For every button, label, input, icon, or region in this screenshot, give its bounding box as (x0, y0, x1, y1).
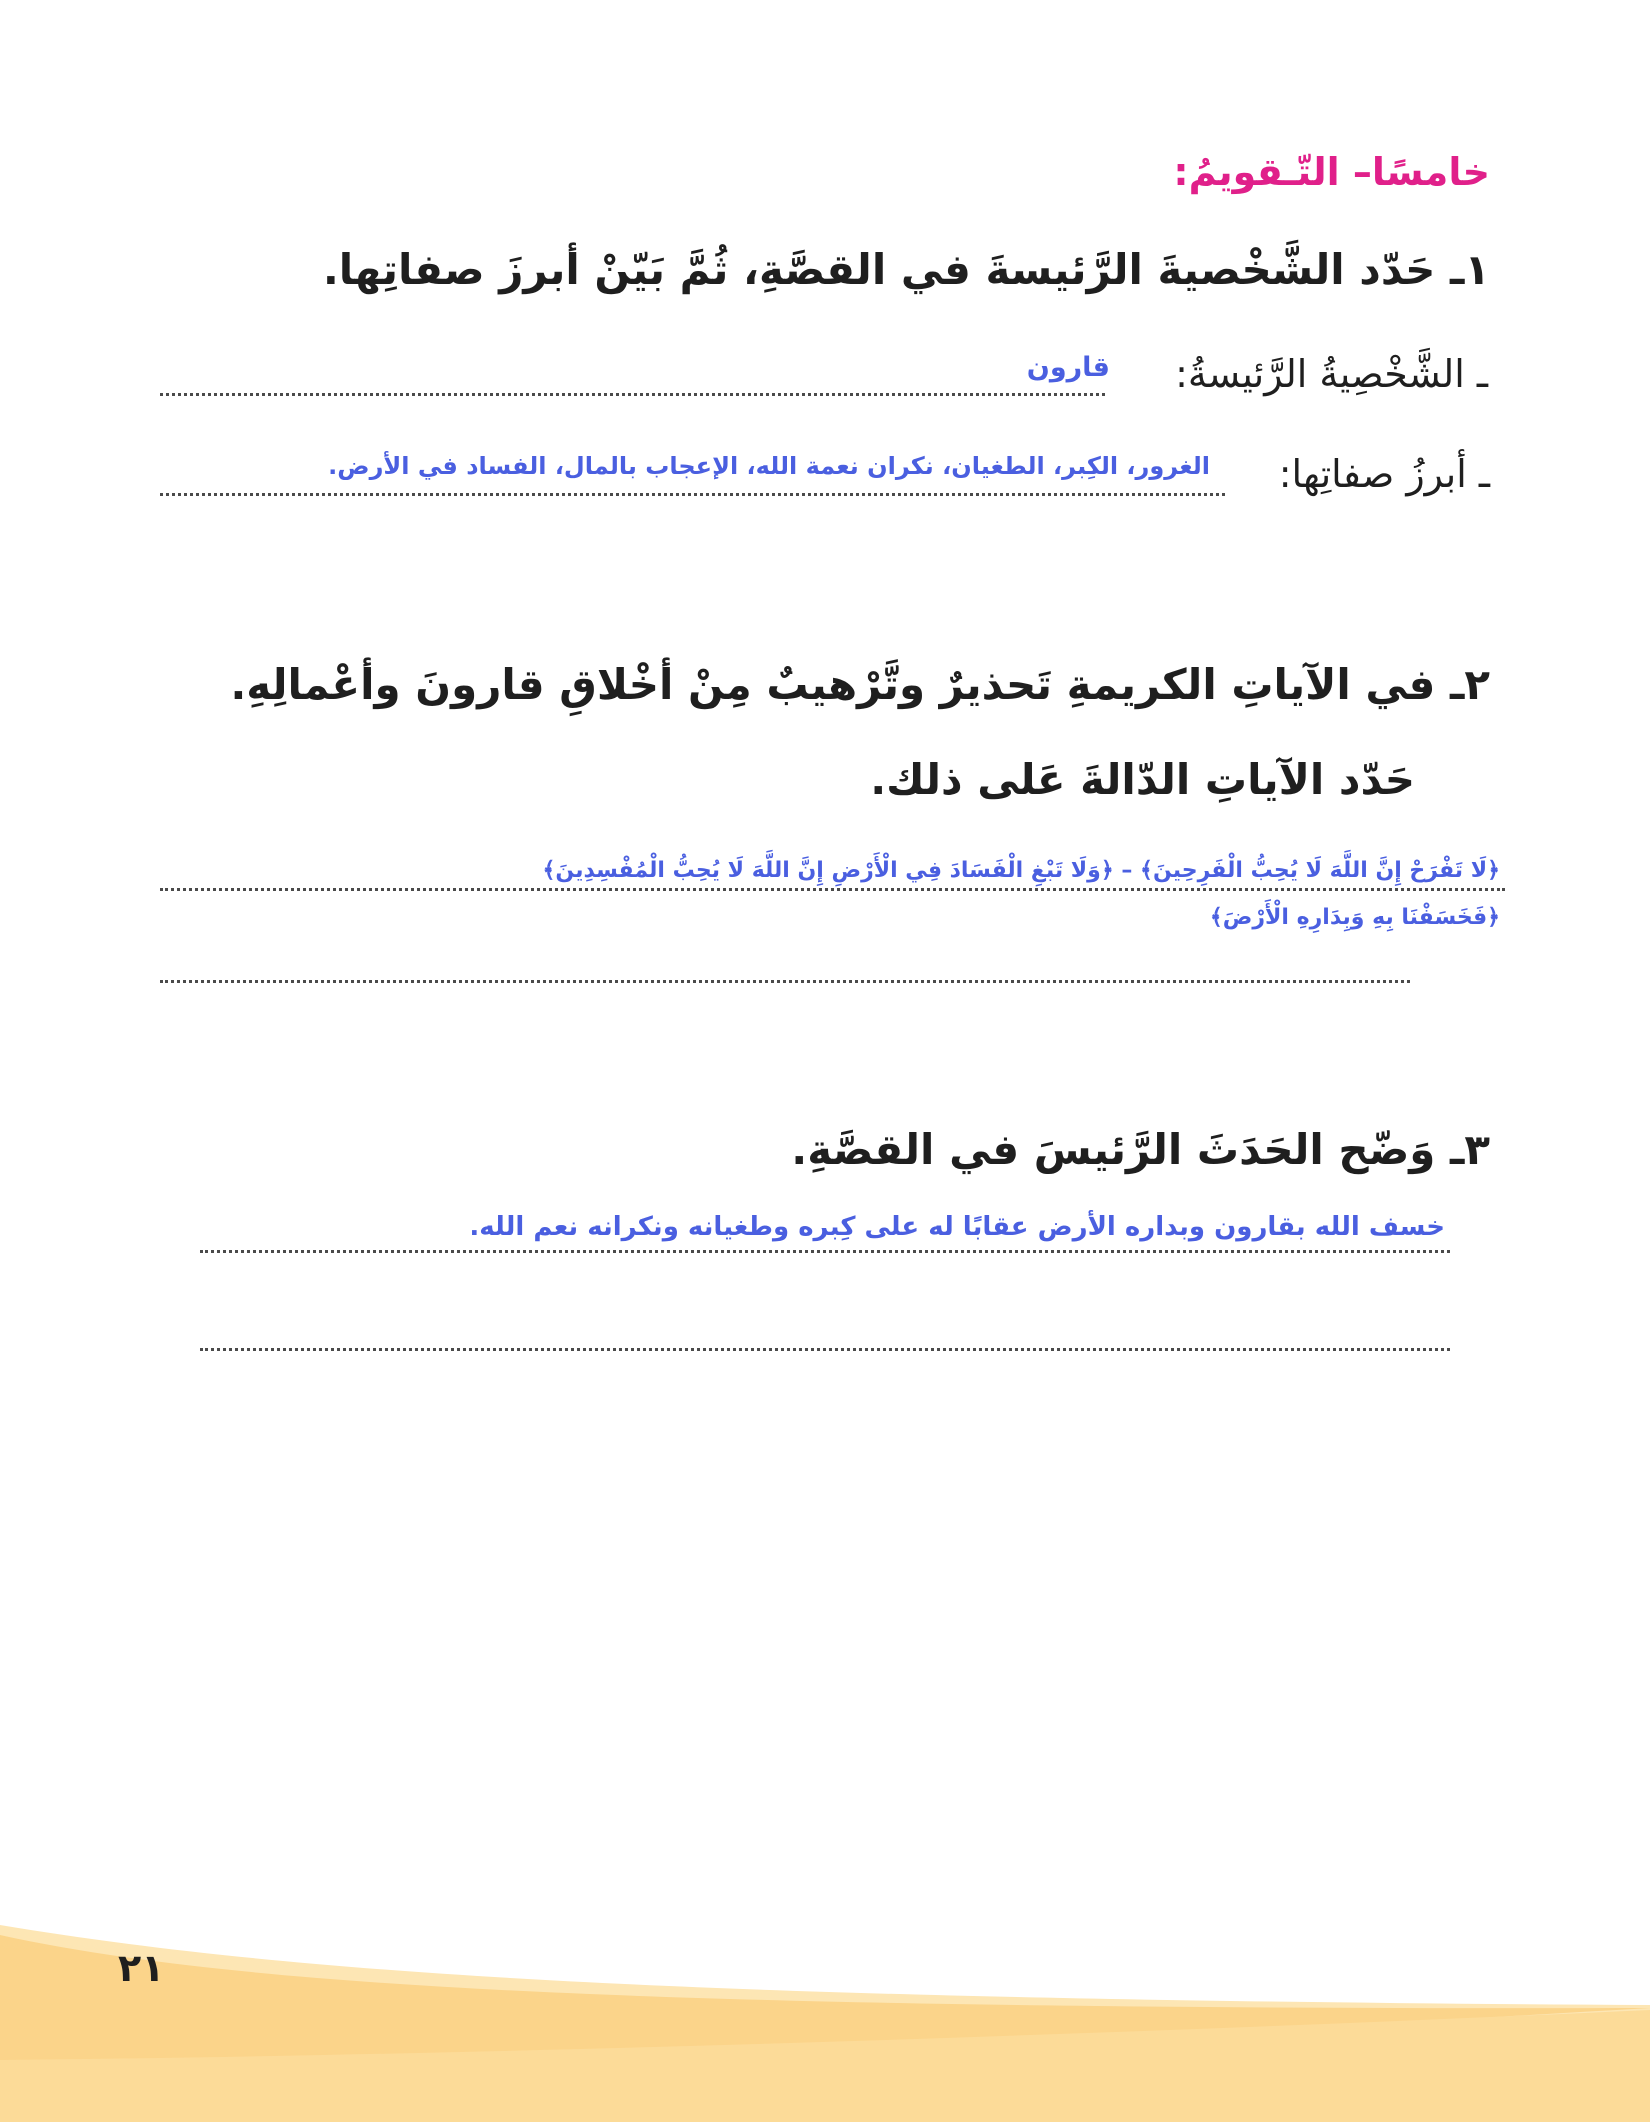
question-1: ١ـ حَدّد الشَّخْصيةَ الرَّئيسةَ في القصَّةِ، ثُمَّ بَيّنْ أبرزَ صفاتِها. (322, 245, 1490, 294)
answer-line-verses-1 (160, 888, 1505, 891)
answer-line-event-2 (200, 1348, 1450, 1351)
answer-line-event-1 (200, 1250, 1450, 1253)
question-2: ٢ـ في الآياتِ الكريمةِ تَحذيرٌ وتَّرْهيبٌ مِنْ أخْلاقِ قارونَ وأعْمالِهِ. (230, 660, 1490, 709)
verses-answer-line2: ﴿فَخَسَفْنَا بِهِ وَبِدَارِهِ الْأَرْضَ﴾ (1209, 905, 1500, 930)
verses-answer-line1: ﴿لَا تَفْرَحْ إِنَّ اللَّهَ لَا يُحِبُّ الْفَرِحِينَ﴾ – ﴿وَلَا تَبْغِ الْفَسَادَ فِي الْأَرْضِ إِنَّ اللَّهَ لَا يُحِبُّ الْمُفْسِدِينَ﴾ (542, 858, 1500, 883)
section-heading: خامسًا– التّـقويمُ: (1173, 150, 1490, 194)
answer-line-verses-2 (160, 980, 1410, 983)
answer-line-main-character (160, 393, 1105, 396)
main-character-answer: قارون (1026, 352, 1110, 383)
page-number: ٢١ (118, 1946, 165, 1990)
question-3: ٣ـ وَضّح الحَدَثَ الرَّئيسَ في القصَّةِ. (791, 1125, 1490, 1174)
answer-line-traits (160, 493, 1225, 496)
traits-label: ـ أبرزُ صفاتِها: (1278, 452, 1490, 496)
event-answer: خسف الله بقارون وبداره الأرض عقابًا له على كِبره وطغيانه ونكرانه نعم الله. (469, 1212, 1445, 1242)
question-2-subtext: حَدّد الآياتِ الدّالةَ عَلى ذلك. (870, 755, 1415, 804)
main-character-label: ـ الشَّخْصِيةُ الرَّئيسةُ: (1175, 352, 1488, 396)
traits-answer: الغرور، الكِبر، الطغيان، نكران نعمة الله، الإعجاب بالمال، الفساد في الأرض. (328, 452, 1210, 480)
